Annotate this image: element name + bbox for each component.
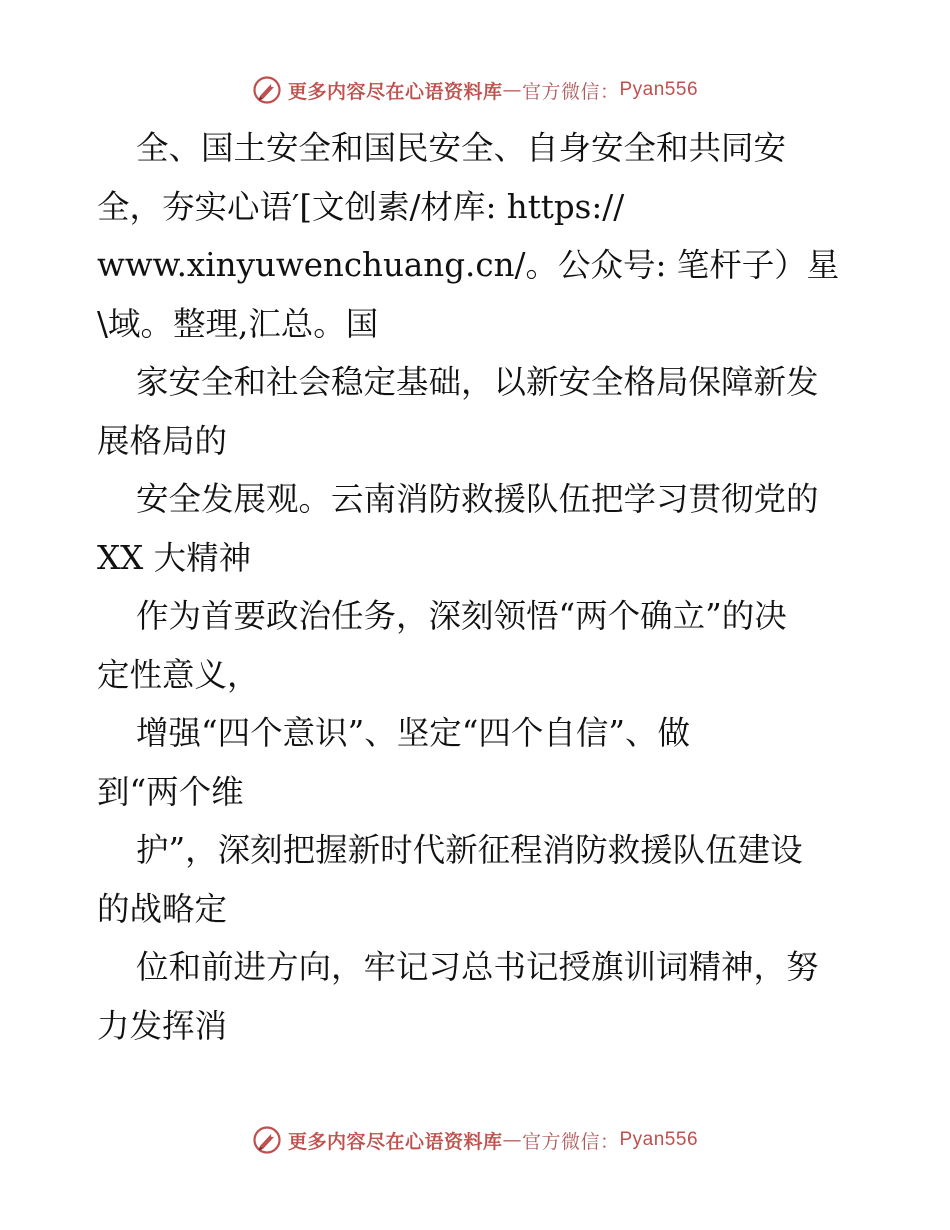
pen-logo-icon [252,75,282,105]
body-line: 到“两个维 [97,772,244,811]
body-line: 力发挥消 [97,1006,228,1045]
body-line: 的战略定 [97,889,228,928]
header-banner [0,70,950,110]
body-line: 护”，深刻把握新时代新征程消防救援队伍建设 [136,831,803,869]
document-body [97,119,867,1055]
pen-logo-icon [252,1125,282,1155]
body-line: 作为首要政治任务，深刻领悟“两个确立”的决 [136,597,787,635]
footer-banner [0,1120,950,1160]
banner-official-text: 官方微信： [521,1130,620,1153]
body-line: XX 大精神 [97,538,252,577]
body-line: \域。整理,汇总。国 [97,304,379,343]
banner-separator: — [502,79,522,101]
banner-wechat-id: Pyan556 [619,79,699,100]
body-line: 定性意义， [97,655,260,694]
banner-brand-text: 更多内容尽在心语资料库 [287,1130,503,1153]
banner-wechat-id: Pyan556 [619,1129,699,1150]
body-line: 全，夯实心语′[文创素/材库: https:// [97,187,625,226]
body-line: 家安全和社会稳定基础，以新安全格局保障新发 [136,363,819,401]
body-line: 展格局的 [97,421,228,460]
banner-separator: — [502,1129,522,1151]
body-line: 全、国土安全和国民安全、自身安全和共同安 [136,129,787,167]
banner-official-text: 官方微信： [521,80,620,103]
body-line: www.xinyuwenchuang.cn/。公众号: 笔杆子）星 [97,246,840,284]
body-line: 位和前进方向，牢记习总书记授旗训词精神，努 [136,948,819,986]
banner-brand-text: 更多内容尽在心语资料库 [287,80,503,103]
body-line: 安全发展观。云南消防救援队伍把学习贯彻党的 [136,480,819,518]
body-line: 增强“四个意识”、坚定“四个自信”、做 [136,714,690,752]
